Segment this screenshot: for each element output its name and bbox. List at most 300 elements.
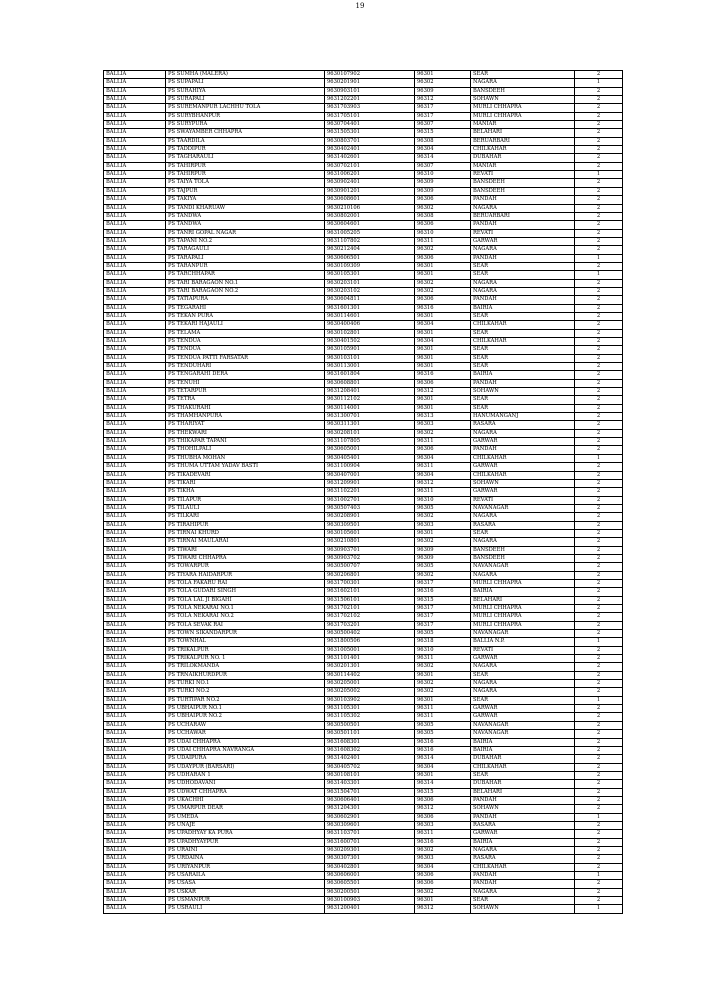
station-name-cell: PS THARIYAT — [166, 421, 325, 429]
station-name-cell: PS USASA — [166, 880, 325, 888]
district-cell: BALLIA — [104, 129, 166, 137]
block-name-cell: MURLI CHHAPRA — [471, 104, 575, 112]
district-cell: BALLIA — [104, 821, 166, 829]
district-cell: BALLIA — [104, 796, 166, 804]
station-name-cell: PS UDHARAN 1 — [166, 771, 325, 779]
count-cell: 2 — [575, 846, 623, 854]
block-name-cell: RASARA — [471, 855, 575, 863]
count-cell: 2 — [575, 312, 623, 320]
table-row — [104, 696, 623, 704]
block-code-cell: 96306 — [415, 379, 471, 387]
district-cell: BALLIA — [104, 588, 166, 596]
count-cell: 2 — [575, 855, 623, 863]
block-code-cell: 96301 — [415, 696, 471, 704]
district-cell: BALLIA — [104, 663, 166, 671]
district-cell: BALLIA — [104, 254, 166, 262]
table-row — [104, 838, 623, 846]
table-row — [104, 630, 623, 638]
station-name-cell: PS TILAPUR — [166, 496, 325, 504]
block-name-cell: SEAR — [471, 771, 575, 779]
block-code-cell: 96311 — [415, 705, 471, 713]
table-row — [104, 855, 623, 863]
table-row — [104, 888, 623, 896]
block-code-cell: 96303 — [415, 421, 471, 429]
table-row — [104, 354, 623, 362]
station-code-cell: 9631602101 — [325, 588, 415, 596]
station-code-cell: 9630203101 — [325, 279, 415, 287]
block-name-cell: MURLI CHHAPRA — [471, 112, 575, 120]
table-row — [104, 421, 623, 429]
block-name-cell: NAGARA — [471, 663, 575, 671]
table-row — [104, 746, 623, 754]
station-name-cell: PS TIWARI CHHAPRA — [166, 554, 325, 562]
table-row — [104, 221, 623, 229]
block-code-cell: 96302 — [415, 538, 471, 546]
block-code-cell: 96301 — [415, 262, 471, 270]
block-name-cell: PANDAH — [471, 196, 575, 204]
station-name-cell: PS TOLA FAKARU RAI — [166, 579, 325, 587]
station-code-cell: 9631705101 — [325, 112, 415, 120]
block-code-cell: 96310 — [415, 646, 471, 654]
district-cell: BALLIA — [104, 596, 166, 604]
station-name-cell: PS UDAYPUR (BARSARI) — [166, 763, 325, 771]
station-code-cell: 9630903701 — [325, 546, 415, 554]
station-name-cell: PS TAJPUR — [166, 187, 325, 195]
table-row — [104, 621, 623, 629]
block-name-cell: BANSDEEH — [471, 87, 575, 95]
block-name-cell: GARWAR — [471, 488, 575, 496]
count-cell: 2 — [575, 96, 623, 104]
block-code-cell: 96317 — [415, 621, 471, 629]
count-cell: 2 — [575, 429, 623, 437]
station-code-cell: 9630114001 — [325, 404, 415, 412]
block-name-cell: PANDAH — [471, 813, 575, 821]
block-name-cell: BALLIA N.P. — [471, 638, 575, 646]
district-cell: BALLIA — [104, 171, 166, 179]
table-row — [104, 129, 623, 137]
count-cell: 2 — [575, 204, 623, 212]
block-name-cell: BANSDEEH — [471, 554, 575, 562]
count-cell: 2 — [575, 129, 623, 137]
district-cell: BALLIA — [104, 396, 166, 404]
district-cell: BALLIA — [104, 429, 166, 437]
station-name-cell: PS TANDWA — [166, 212, 325, 220]
station-code-cell: 9630901201 — [325, 187, 415, 195]
count-cell: 2 — [575, 379, 623, 387]
station-name-cell: PS TRILOKMANDA — [166, 663, 325, 671]
district-cell: BALLIA — [104, 738, 166, 746]
station-name-cell: PS TARI BARAGAON NO.1 — [166, 279, 325, 287]
district-cell: BALLIA — [104, 237, 166, 245]
station-name-cell: PS TILKARI — [166, 513, 325, 521]
block-name-cell: REVATI — [471, 229, 575, 237]
block-code-cell: 96312 — [415, 905, 471, 913]
block-code-cell: 96301 — [415, 271, 471, 279]
station-code-cell: 9631202201 — [325, 96, 415, 104]
count-cell: 2 — [575, 655, 623, 663]
station-name-cell: PS TRNAIKHURDPUR — [166, 671, 325, 679]
block-code-cell: 96311 — [415, 713, 471, 721]
block-name-cell: SEAR — [471, 529, 575, 537]
station-name-cell: PS UMARPUR DEAR — [166, 805, 325, 813]
count-cell: 2 — [575, 237, 623, 245]
block-name-cell: SEAR — [471, 329, 575, 337]
table-row — [104, 554, 623, 562]
count-cell: 2 — [575, 671, 623, 679]
station-code-cell: 9631402601 — [325, 154, 415, 162]
block-name-cell: BAIRIA — [471, 588, 575, 596]
table-row — [104, 905, 623, 913]
table-row — [104, 471, 623, 479]
block-name-cell: NAGARA — [471, 846, 575, 854]
count-cell: 2 — [575, 571, 623, 579]
district-cell: BALLIA — [104, 187, 166, 195]
district-cell: BALLIA — [104, 855, 166, 863]
count-cell: 2 — [575, 504, 623, 512]
count-cell: 2 — [575, 112, 623, 120]
station-code-cell: 9631800506 — [325, 638, 415, 646]
block-name-cell: SOHAWN — [471, 96, 575, 104]
count-cell: 2 — [575, 71, 623, 79]
district-cell: BALLIA — [104, 329, 166, 337]
block-name-cell: MURLI CHHAPRA — [471, 605, 575, 613]
block-code-cell: 96306 — [415, 446, 471, 454]
count-cell: 2 — [575, 763, 623, 771]
station-code-cell: 9630902401 — [325, 179, 415, 187]
block-code-cell: 96316 — [415, 304, 471, 312]
block-code-cell: 96317 — [415, 605, 471, 613]
table-row — [104, 446, 623, 454]
block-code-cell: 96307 — [415, 121, 471, 129]
block-code-cell: 96312 — [415, 388, 471, 396]
block-name-cell: PANDAH — [471, 796, 575, 804]
table-row — [104, 705, 623, 713]
block-name-cell: NAGARA — [471, 538, 575, 546]
block-name-cell: MANIAR — [471, 121, 575, 129]
table-row — [104, 246, 623, 254]
block-name-cell: MANIAR — [471, 162, 575, 170]
block-code-cell: 96309 — [415, 546, 471, 554]
district-cell: BALLIA — [104, 279, 166, 287]
station-name-cell: PS TOLA NEKARAI NO.2 — [166, 613, 325, 621]
table-row — [104, 237, 623, 245]
count-cell: 2 — [575, 196, 623, 204]
district-cell: BALLIA — [104, 312, 166, 320]
table-row — [104, 830, 623, 838]
block-code-cell: 96315 — [415, 129, 471, 137]
district-cell: BALLIA — [104, 221, 166, 229]
count-cell: 2 — [575, 446, 623, 454]
block-name-cell: CHILKAHAR — [471, 321, 575, 329]
block-code-cell: 96301 — [415, 404, 471, 412]
district-cell: BALLIA — [104, 121, 166, 129]
station-code-cell: 9631208401 — [325, 388, 415, 396]
station-name-cell: PS TIKHA — [166, 488, 325, 496]
district-cell: BALLIA — [104, 630, 166, 638]
station-name-cell: PS UKACHHI — [166, 796, 325, 804]
block-code-cell: 96302 — [415, 79, 471, 87]
block-code-cell: 96306 — [415, 813, 471, 821]
count-cell: 2 — [575, 771, 623, 779]
block-code-cell: 96301 — [415, 897, 471, 905]
block-name-cell: BELAHARI — [471, 788, 575, 796]
count-cell: 2 — [575, 780, 623, 788]
block-code-cell: 96312 — [415, 805, 471, 813]
block-code-cell: 96306 — [415, 880, 471, 888]
station-code-cell: 9630103902 — [325, 696, 415, 704]
count-cell: 2 — [575, 479, 623, 487]
station-name-cell: PS TAIYA TOLA — [166, 179, 325, 187]
station-name-cell: PS URIYANPUR — [166, 863, 325, 871]
block-code-cell: 96311 — [415, 830, 471, 838]
count-cell: 2 — [575, 788, 623, 796]
block-code-cell: 96301 — [415, 346, 471, 354]
station-code-cell: 9630112102 — [325, 396, 415, 404]
table-row — [104, 346, 623, 354]
block-name-cell: GARWAR — [471, 713, 575, 721]
district-cell: BALLIA — [104, 538, 166, 546]
block-name-cell: RASARA — [471, 421, 575, 429]
table-row — [104, 413, 623, 421]
station-name-cell: PS UDAIPURA — [166, 755, 325, 763]
table-row — [104, 571, 623, 579]
station-name-cell: PS THOHILPALI — [166, 446, 325, 454]
district-cell: BALLIA — [104, 521, 166, 529]
block-name-cell: SEAR — [471, 671, 575, 679]
station-name-cell: PS UDWAT CHHAPRA — [166, 788, 325, 796]
block-code-cell: 96307 — [415, 162, 471, 170]
table-row — [104, 304, 623, 312]
block-name-cell: BELAHARI — [471, 596, 575, 604]
block-code-cell: 96309 — [415, 187, 471, 195]
block-code-cell: 96312 — [415, 479, 471, 487]
block-name-cell: PANDAH — [471, 221, 575, 229]
station-code-cell: 9630606501 — [325, 254, 415, 262]
count-cell: 1 — [575, 638, 623, 646]
table-row — [104, 680, 623, 688]
district-cell: BALLIA — [104, 838, 166, 846]
station-code-cell: 9630402401 — [325, 146, 415, 154]
station-code-cell: 9630605001 — [325, 446, 415, 454]
block-name-cell: GARWAR — [471, 438, 575, 446]
count-cell: 2 — [575, 304, 623, 312]
count-cell: 1 — [575, 171, 623, 179]
station-code-cell: 9631107802 — [325, 237, 415, 245]
count-cell: 2 — [575, 746, 623, 754]
district-cell: BALLIA — [104, 71, 166, 79]
count-cell: 2 — [575, 588, 623, 596]
count-cell: 2 — [575, 880, 623, 888]
station-code-cell: 9631100904 — [325, 463, 415, 471]
block-code-cell: 96305 — [415, 563, 471, 571]
table-row — [104, 363, 623, 371]
district-cell: BALLIA — [104, 621, 166, 629]
table-row — [104, 880, 623, 888]
block-name-cell: BANSDEEH — [471, 187, 575, 195]
district-cell: BALLIA — [104, 204, 166, 212]
table-row — [104, 605, 623, 613]
station-code-cell: 9631200401 — [325, 905, 415, 913]
block-code-cell: 96301 — [415, 354, 471, 362]
station-name-cell: PS TRIKALPUR — [166, 646, 325, 654]
count-cell: 2 — [575, 388, 623, 396]
table-row — [104, 104, 623, 112]
table-row — [104, 329, 623, 337]
block-code-cell: 96310 — [415, 496, 471, 504]
district-cell: BALLIA — [104, 846, 166, 854]
district-cell: BALLIA — [104, 713, 166, 721]
station-name-cell: PS TENDUA — [166, 346, 325, 354]
block-code-cell: 96301 — [415, 329, 471, 337]
count-cell: 2 — [575, 513, 623, 521]
block-code-cell: 96301 — [415, 71, 471, 79]
block-code-cell: 96316 — [415, 588, 471, 596]
count-cell: 2 — [575, 363, 623, 371]
block-code-cell: 96302 — [415, 571, 471, 579]
station-code-cell: 9630602901 — [325, 813, 415, 821]
station-name-cell: PS TETARPUR — [166, 388, 325, 396]
station-code-cell: 9630903702 — [325, 554, 415, 562]
station-code-cell: 9630210106 — [325, 204, 415, 212]
district-cell: BALLIA — [104, 454, 166, 462]
district-cell: BALLIA — [104, 813, 166, 821]
station-name-cell: PS THAMHANPURA — [166, 413, 325, 421]
block-name-cell: SOHAWN — [471, 905, 575, 913]
station-name-cell: PS TELAMA — [166, 329, 325, 337]
station-code-cell: 9631103701 — [325, 830, 415, 838]
table-row — [104, 229, 623, 237]
district-cell: BALLIA — [104, 229, 166, 237]
station-name-cell: PS USKAR — [166, 888, 325, 896]
table-row — [104, 121, 623, 129]
district-cell: BALLIA — [104, 463, 166, 471]
table-row — [104, 87, 623, 95]
station-code-cell: 9631601301 — [325, 304, 415, 312]
table-row — [104, 796, 623, 804]
district-cell: BALLIA — [104, 554, 166, 562]
station-code-cell: 9630103101 — [325, 354, 415, 362]
station-name-cell: PS UCHAWAR — [166, 730, 325, 738]
district-cell: BALLIA — [104, 87, 166, 95]
station-code-cell: 9631102201 — [325, 488, 415, 496]
district-cell: BALLIA — [104, 730, 166, 738]
table-row — [104, 404, 623, 412]
block-name-cell: NAGARA — [471, 571, 575, 579]
district-cell: BALLIA — [104, 162, 166, 170]
block-name-cell: DUBAHAR — [471, 780, 575, 788]
station-code-cell: 9631101401 — [325, 655, 415, 663]
station-code-cell: 9630201901 — [325, 79, 415, 87]
table-row — [104, 655, 623, 663]
count-cell: 2 — [575, 146, 623, 154]
block-name-cell: SEAR — [471, 696, 575, 704]
count-cell: 2 — [575, 287, 623, 295]
block-code-cell: 96302 — [415, 429, 471, 437]
block-name-cell: NAVANAGAR — [471, 721, 575, 729]
count-cell: 2 — [575, 646, 623, 654]
station-code-cell: 9630401502 — [325, 338, 415, 346]
district-cell: BALLIA — [104, 646, 166, 654]
block-code-cell: 96306 — [415, 254, 471, 262]
count-cell: 2 — [575, 488, 623, 496]
block-code-cell: 96304 — [415, 763, 471, 771]
count-cell: 2 — [575, 554, 623, 562]
station-name-cell: PS TEKAN PURA — [166, 312, 325, 320]
block-code-cell: 96302 — [415, 513, 471, 521]
district-cell: BALLIA — [104, 471, 166, 479]
block-name-cell: SEAR — [471, 404, 575, 412]
count-cell: 2 — [575, 338, 623, 346]
count-cell: 2 — [575, 296, 623, 304]
block-code-cell: 96302 — [415, 246, 471, 254]
block-code-cell: 96311 — [415, 237, 471, 245]
station-code-cell: 9631107805 — [325, 438, 415, 446]
table-row — [104, 438, 623, 446]
table-row — [104, 187, 623, 195]
station-name-cell: PS SURAHIYA — [166, 87, 325, 95]
table-row — [104, 755, 623, 763]
table-row — [104, 154, 623, 162]
count-cell: 2 — [575, 821, 623, 829]
station-code-cell: 9631703903 — [325, 104, 415, 112]
table-row — [104, 429, 623, 437]
count-cell: 2 — [575, 496, 623, 504]
count-cell: 2 — [575, 538, 623, 546]
table-row — [104, 521, 623, 529]
table-row — [104, 338, 623, 346]
station-code-cell: 9630405401 — [325, 454, 415, 462]
station-name-cell: PS TATIAPURA — [166, 296, 325, 304]
district-cell: BALLIA — [104, 154, 166, 162]
district-cell: BALLIA — [104, 179, 166, 187]
station-code-cell: 9630604601 — [325, 221, 415, 229]
count-cell: 2 — [575, 663, 623, 671]
block-code-cell: 96311 — [415, 655, 471, 663]
block-code-cell: 96306 — [415, 872, 471, 880]
table-row — [104, 671, 623, 679]
block-name-cell: REVATI — [471, 496, 575, 504]
station-code-cell: 9630206801 — [325, 571, 415, 579]
table-row — [104, 371, 623, 379]
count-cell: 1 — [575, 872, 623, 880]
station-code-cell: 9630605501 — [325, 880, 415, 888]
table-row — [104, 563, 623, 571]
block-code-cell: 96309 — [415, 87, 471, 95]
table-row — [104, 496, 623, 504]
station-code-cell: 9630102801 — [325, 329, 415, 337]
block-code-cell: 96311 — [415, 463, 471, 471]
station-code-cell: 9630309501 — [325, 521, 415, 529]
table-row — [104, 546, 623, 554]
count-cell: 2 — [575, 246, 623, 254]
table-row — [104, 504, 623, 512]
station-code-cell: 9630107902 — [325, 71, 415, 79]
station-code-cell: 9630500707 — [325, 563, 415, 571]
block-code-cell: 96315 — [415, 596, 471, 604]
station-name-cell: PS TIKADEVARI — [166, 471, 325, 479]
district-cell: BALLIA — [104, 446, 166, 454]
station-code-cell: 9630500501 — [325, 721, 415, 729]
count-cell: 2 — [575, 713, 623, 721]
district-cell: BALLIA — [104, 513, 166, 521]
block-name-cell: BANSDEEH — [471, 546, 575, 554]
station-name-cell: PS TOLA GUDARI SINGH — [166, 588, 325, 596]
district-cell: BALLIA — [104, 880, 166, 888]
block-name-cell: NAGARA — [471, 287, 575, 295]
table-row — [104, 538, 623, 546]
count-cell: 2 — [575, 621, 623, 629]
station-name-cell: PS SURYBHANPUR — [166, 112, 325, 120]
